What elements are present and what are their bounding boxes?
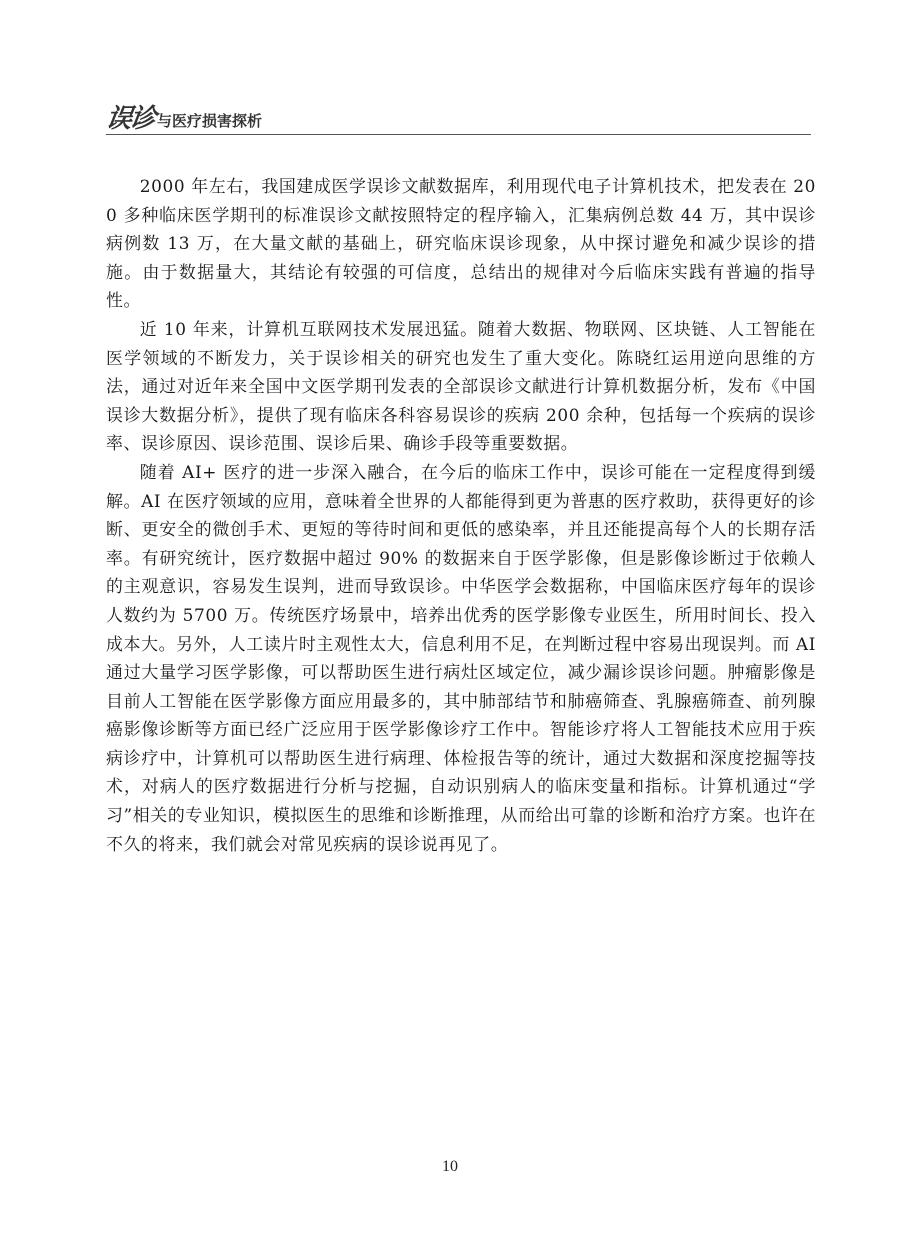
book-title-text: 与医疗损害探析 bbox=[157, 112, 263, 130]
header-divider bbox=[106, 134, 811, 135]
paragraph-2: 近 10 年来，计算机互联网技术发展迅猛。随着大数据、物联网、区块链、人工智能在医学领域的不断发力，关于误诊相关的研究也发生了重大变化。陈晓红运用逆向思维的方法，通过对近年来全国中文医学期刊发表的全部误诊文献进行计算机数据分析，发布《中国误诊大数据分析》，提供了现有临床各科容易误诊的疾病 200 余种，包括每一个疾病的误诊率、误诊原因、误诊范围、误诊后果、确诊手段等重要数据。 bbox=[106, 318, 816, 454]
book-title-logo: 误诊 bbox=[103, 104, 157, 134]
running-header bbox=[103, 98, 811, 134]
page-number: 10 bbox=[442, 1158, 458, 1175]
paragraph-1: 2000 年左右，我国建成医学误诊文献数据库，利用现代电子计算机技术，把发表在 200 多种临床医学期刊的标准误诊文献按照特定的程序输入，汇集病例总数 44 万，其中误诊病例数 13 万，在大量文献的基础上，研究临床误诊现象，从中探讨避免和减少误诊的措施。由于数据量大，其结论有较强的可信度，总结出的规律对今后临床实践有普遍的指导性。 bbox=[106, 176, 816, 311]
body-text bbox=[106, 172, 816, 858]
paragraph-3: 随着 AI+ 医疗的进一步深入融合，在今后的临床工作中，误诊可能在一定程度得到缓解。AI 在医疗领域的应用，意味着全世界的人都能得到更为普惠的医疗救助，获得更好的诊断、更安全的微创手术、更短的等待时间和更低的感染率，并且还能提高每个人的长期存活率。有研究统计，医疗数据中超过 90% 的数据来自于医学影像，但是影像诊断过于依赖人的主观意识，容易发生误判，进而导致误诊。中华医学会数据称，中国临床医疗每年的误诊人数约为 5700 万。传统医疗场景中，培养出优秀的医学影像专业医生，所用时间长、投入成本大。另外，人工读片时主观性太大，信息利用不足，在判断过程中容易出现误判。而 AI 通过大量学习医学影像，可以帮助医生进行病灶区域定位，减少漏诊误诊问题。肿瘤影像是目前人工智能在医学影像方面应用最多的，其中肺部结节和肺癌筛查、乳腺癌筛查、前列腺癌影像诊断等方面已经广泛应用于医学影像诊疗工作中。智能诊疗将人工智能技术应用于疾病诊疗中，计算机可以帮助医生进行病理、体检报告等的统计，通过大数据和深度挖掘等技术，对病人的医疗数据进行分析与挖掘，自动识别病人的临床变量和指标。计算机通过“学习”相关的专业知识，模拟医生的思维和诊断推理，从而给出可靠的诊断和治疗方案。也许在不久的将来，我们就会对常见疾病的误诊说再见了。 bbox=[106, 461, 816, 854]
